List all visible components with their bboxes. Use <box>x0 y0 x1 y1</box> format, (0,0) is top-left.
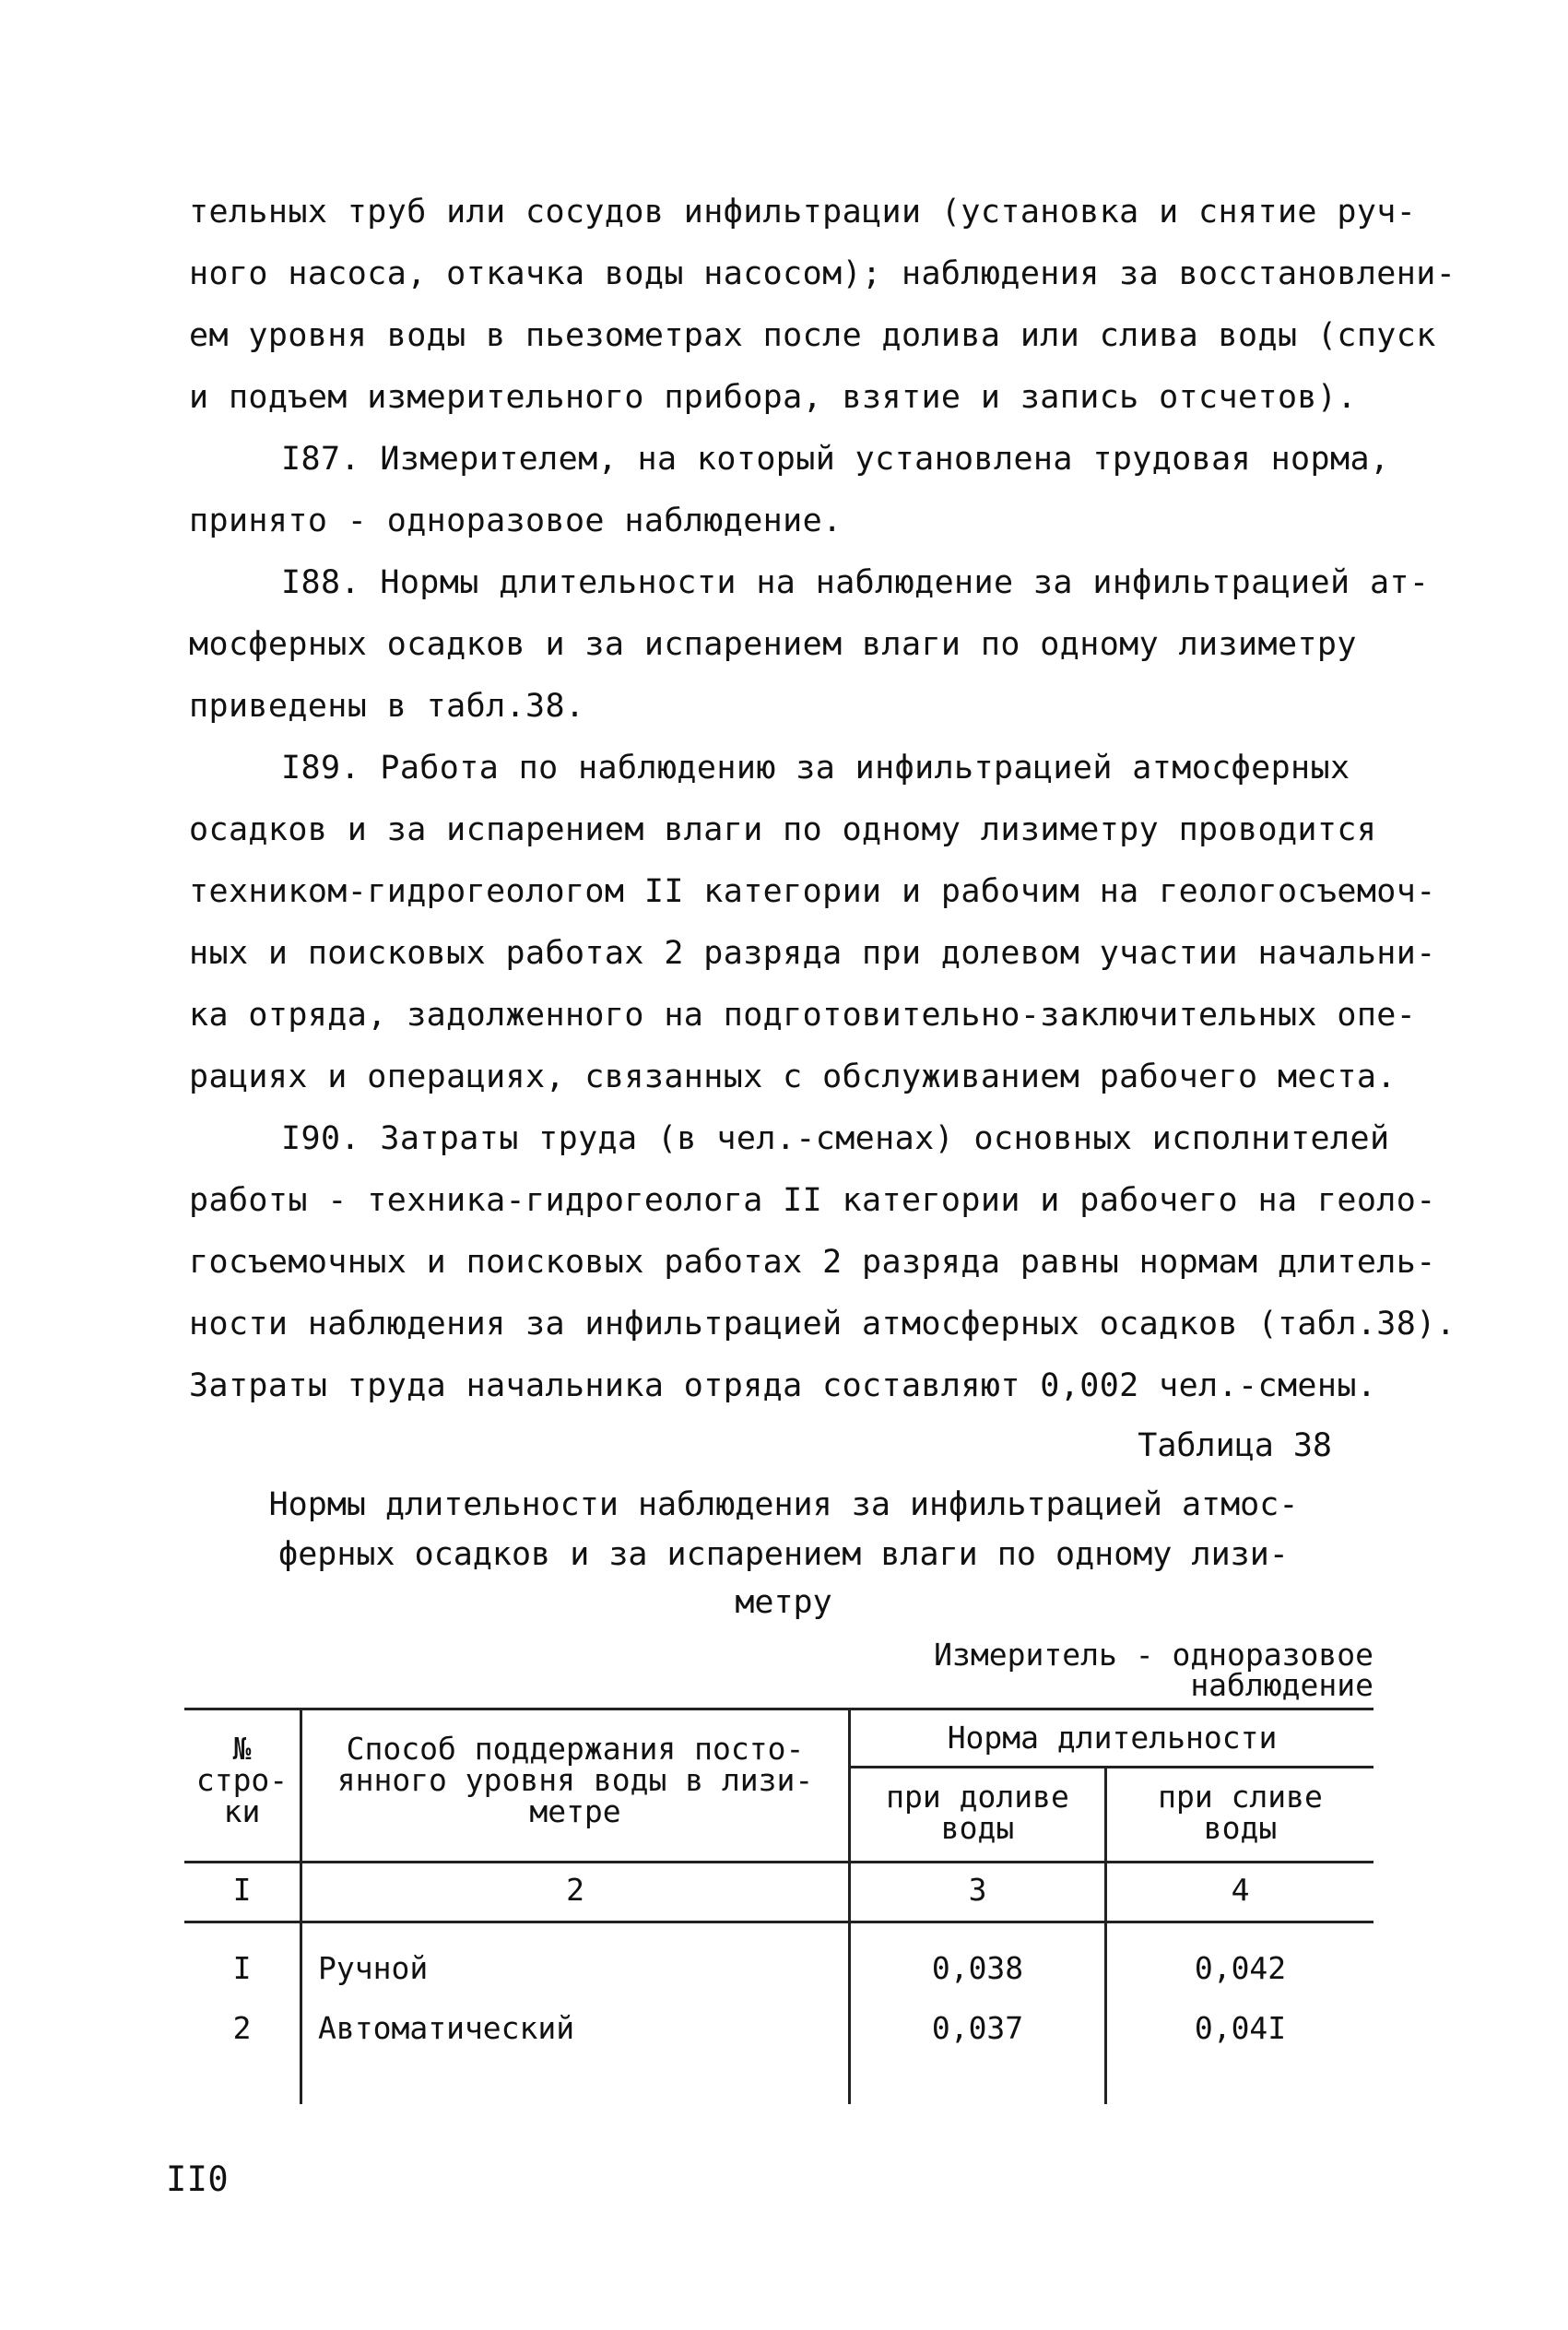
header-row-no: № <box>232 1731 252 1767</box>
header-fill: воды <box>940 1810 1015 1846</box>
row-fill: 0,038 <box>931 1950 1024 1986</box>
paragraph-line: I87. Измерителем, на который установлена трудовая норма, <box>281 441 1390 478</box>
table-label: Таблица 38 <box>1138 1427 1332 1464</box>
row-method: Автоматический <box>318 2010 575 2046</box>
row-fill: 0,037 <box>931 2010 1024 2046</box>
header-method: Способ поддержания посто- <box>346 1731 805 1767</box>
table-measure: Измеритель - одноразовое <box>934 1637 1373 1673</box>
paragraph-line: и подъем измерительного прибора, взятие и запись отсчетов). <box>189 379 1357 416</box>
paragraph-line: рациях и операциях, связанных с обслуживанием рабочего места. <box>189 1059 1397 1095</box>
header-row-no: ки <box>223 1793 261 1829</box>
paragraph-line: ем уровня воды в пьезометрах после долива или слива воды (спуск <box>189 317 1436 354</box>
table-title-line: Нормы длительности наблюдения за инфильтрацией атмос- <box>268 1486 1299 1523</box>
paragraph-line: тельных труб или сосудов инфильтрации (установка и снятие руч- <box>189 194 1417 231</box>
paragraph-line: ных и поисковых работах 2 разряда при долевом участии начальни- <box>189 935 1436 972</box>
paragraph-line: ного насоса, откачка воды насосом); наблюдения за восстановлени- <box>189 255 1456 292</box>
row-method: Ручной <box>318 1950 429 1986</box>
paragraph-line: I89. Работа по наблюдению за инфильтрацией атмосферных <box>281 750 1350 787</box>
col-number: 2 <box>566 1872 584 1908</box>
table-measure: наблюдение <box>1190 1667 1373 1703</box>
paragraph-line: приведены в табл.38. <box>189 688 585 725</box>
paragraph-line: мосферных осадков и за испарением влаги по одному лизиметру <box>189 626 1357 663</box>
paragraph-line: ка отряда, задолженного на подготовительно-заключительных опе- <box>189 997 1417 1034</box>
row-no: 2 <box>232 2010 252 2046</box>
paragraph-line: работы - техника-гидрогеолога II категории и рабочего на геоло- <box>189 1182 1436 1219</box>
table-title-line: ферных осадков и за испарением влаги по одному лизи- <box>278 1536 1289 1573</box>
paragraph-line: осадков и за испарением влаги по одному лизиметру проводится <box>189 811 1377 848</box>
table-title-line: метру <box>735 1584 832 1621</box>
paragraph-line: I88. Нормы длительности на наблюдение за инфильтрацией ат- <box>281 564 1430 601</box>
header-drain: при сливе <box>1158 1779 1323 1815</box>
header-drain: воды <box>1203 1810 1278 1846</box>
paragraph-line: техником-гидрогеологом II категории и рабочим на геологосъемоч- <box>189 873 1436 910</box>
col-number: I <box>232 1872 252 1908</box>
paragraph-line: госъемочных и поисковых работах 2 разряда равны нормам длитель- <box>189 1244 1436 1281</box>
row-drain: 0,04I <box>1194 2010 1287 2046</box>
header-row-no: стро- <box>195 1762 289 1798</box>
header-method: метре <box>529 1793 621 1829</box>
paragraph-line: Затраты труда начальника отряда составляют 0,002 чел.-смены. <box>189 1367 1377 1404</box>
paragraph-line: принято - одноразовое наблюдение. <box>189 503 843 539</box>
col-number: 4 <box>1231 1872 1250 1908</box>
header-method: янного уровня воды в лизи- <box>336 1762 814 1798</box>
row-no: I <box>232 1950 252 1986</box>
paragraph-line: ности наблюдения за инфильтрацией атмосферных осадков (табл.38). <box>189 1306 1456 1342</box>
paragraph-line: I90. Затраты труда (в чел.-сменах) основных исполнителей <box>281 1120 1390 1157</box>
row-drain: 0,042 <box>1194 1950 1287 1986</box>
header-norm: Норма длительности <box>947 1720 1278 1756</box>
col-number: 3 <box>968 1872 987 1908</box>
page-number: II0 <box>166 2159 230 2199</box>
header-fill: при доливе <box>886 1779 1069 1815</box>
